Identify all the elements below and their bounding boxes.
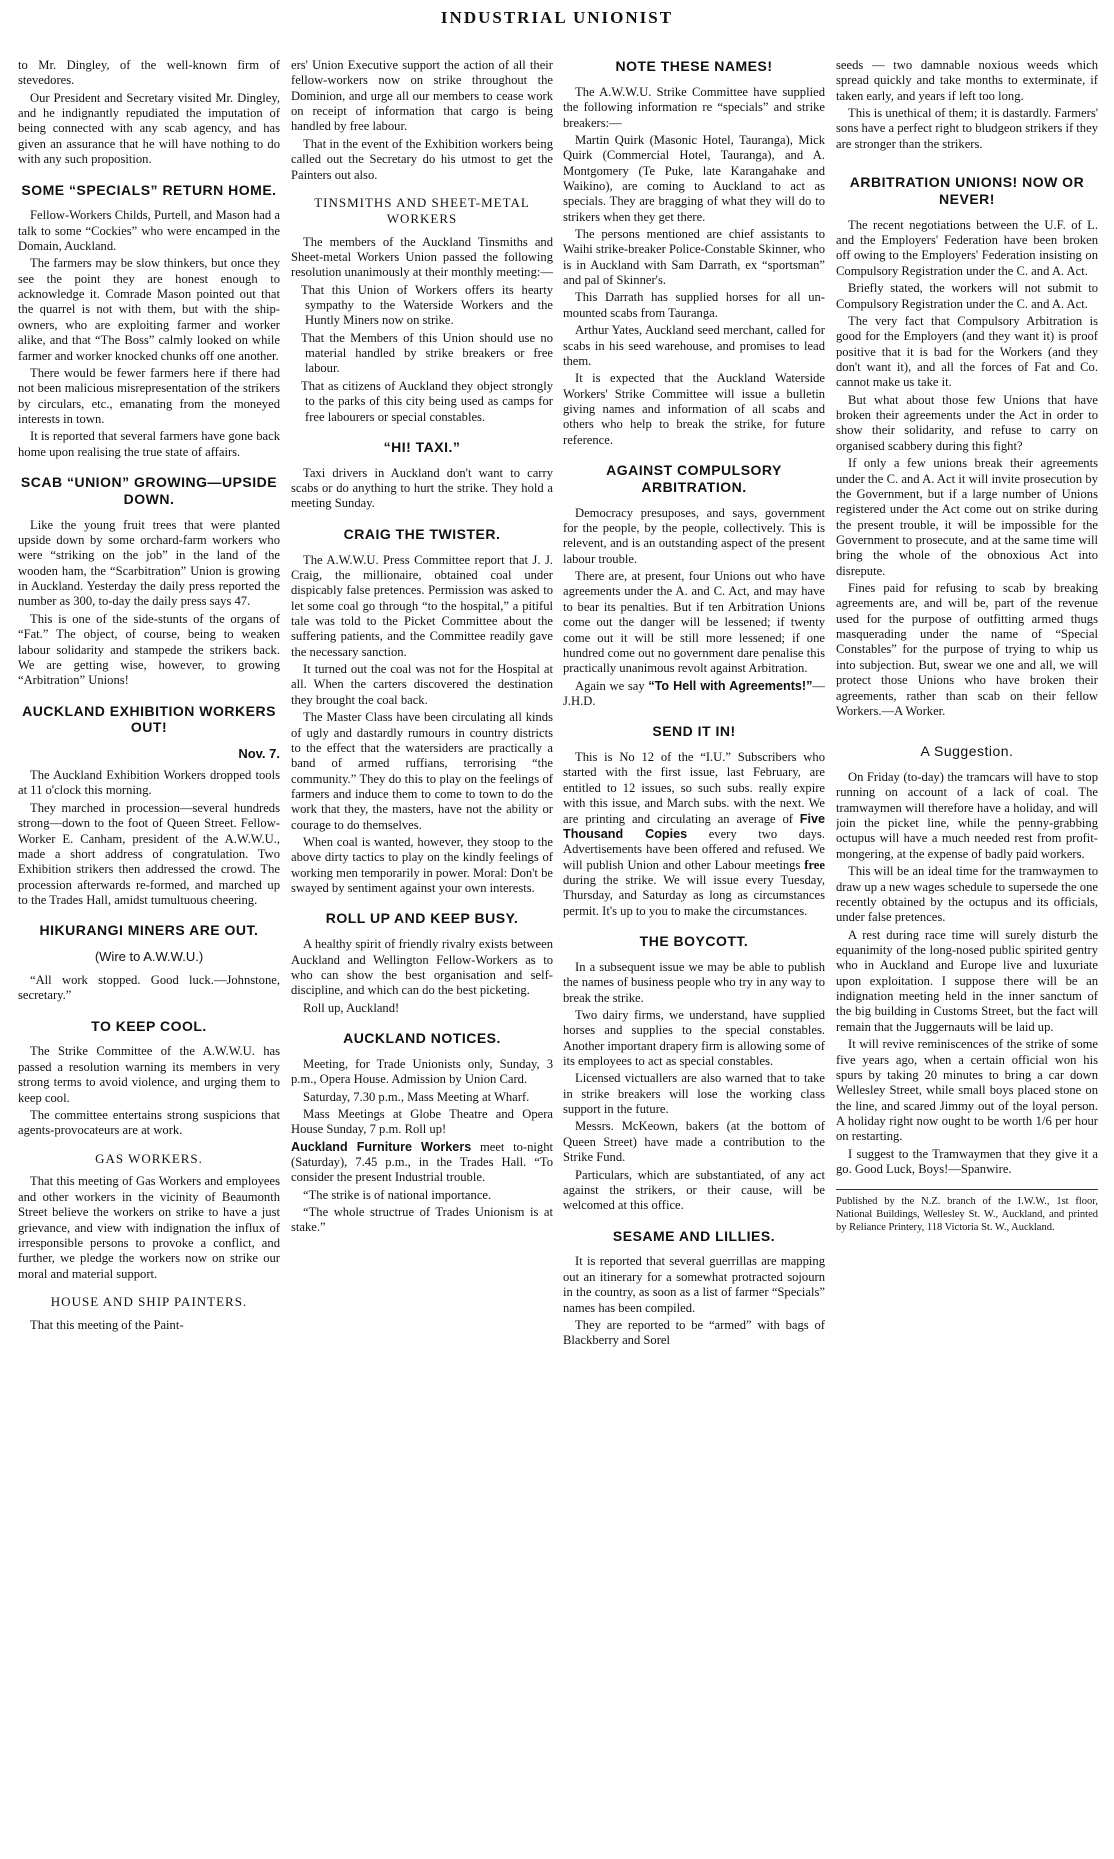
headline-send-it-in: SEND IT IN!: [652, 723, 736, 740]
headline-exhibition: AUCKLAND EXHIBITION WORKERS OUT!: [22, 702, 276, 736]
text: This is No 12 of the “I.U.” Subscribers who started with the first issue, last February, are entitled to 12 issues, so such subs. really expire with this issue, and March subs. with the next. We are printing and circulating an average of: [563, 750, 825, 826]
headline-notices: AUCKLAND NOTICES.: [343, 1030, 501, 1047]
subheading-wire: (Wire to A.W.W.U.): [94, 949, 204, 965]
paragraph: seeds — two damnable noxious weeds which spread quickly and take months to exterminate, if taken early, and years if left too long.: [836, 58, 1098, 103]
paragraph: The A.W.W.U. Press Committee report that J. J. Craig, the millionaire, obtained coal under dispicably false pretences. Permission was asked to let some coal go through “to the hospital,” a pitiful tale was told to the Picket Committee about the suffering patients, and the Committee readily gave the necessary sanction.: [291, 552, 553, 659]
notice-furniture-workers: Auckland Furniture Workers: [291, 1139, 472, 1154]
paragraph: The committee entertains strong suspicions that agents-provocateurs are at work.: [18, 1107, 280, 1138]
text: during the strike. We will issue every Tuesday, Thursday, and Saturday as long as circumstances permit. It's up to you to make the circumstances.: [563, 873, 825, 918]
headline-specials: SOME “SPECIALS” RETURN HOME.: [21, 181, 277, 198]
column-3: [563, 58, 825, 1849]
headline-scab-union: SCAB “UNION” GROWING—UPSIDE DOWN.: [20, 474, 278, 507]
paragraph: They marched in procession—several hundreds strong—down to the foot of Queen Street. Fellow-Worker E. Canham, president of the A.W.W.U., made a short address of congratulation. Two Exhibition strikers then addressed the crowd. The procession afterwards re-formed, and marched up to the Trades Hall, amidst tumultuous cheering.: [18, 800, 280, 907]
paragraph: The Auckland Exhibition Workers dropped tools at 11 o'clock this morning.: [18, 768, 280, 798]
publisher-imprint: Published by the N.Z. branch of the I.W.W., 1st floor, National Buildings, Wellesley St. W., Auckland, and printed by Reliance Printery, 118 Victoria St. W., Auckland.: [836, 1189, 1098, 1234]
column-1: [18, 58, 280, 1849]
paragraph: The members of the Auckland Tinsmiths and Sheet-metal Workers Union passed the following resolution unanimously at their monthly meeting:—: [291, 234, 553, 280]
paragraph: “All work stopped. Good luck.—Johnstone, secretary.”: [18, 972, 280, 1003]
column-4: [836, 58, 1098, 1849]
notice-text: meet to-night (Saturday), 7.45 p.m., in the Trades Hall. “To consider the present Industrial trouble.: [291, 1139, 553, 1185]
slogan: “To Hell with Agreements!”: [648, 678, 813, 693]
headline-hikurangi: HIKURANGI MINERS ARE OUT.: [39, 922, 259, 939]
paragraph: A rest during race time will surely disturb the equanimity of the long-nosed public spirited gentry who in Auckland and Europe live and luxuriate upon exploitation. I suppose there will be an indignation meeting held in the inner sanctum of the big building in Customs Street, but the fact will remain that the Juggernauts will be laid up.: [836, 927, 1098, 1034]
paragraph: That this meeting of Gas Workers and employees and other workers in the vicinity of Beaumonth Street believe the workers on strike to have a just grievance, and view with indignation the influx of irresponsible persons to provoke a conflict, and further, we pledge the workers now on strike our moral and material support.: [18, 1174, 280, 1281]
paragraph: The A.W.W.U. Strike Committee have supplied the following information re “specials” and strike breakers:—: [563, 84, 825, 130]
resolution: That this Union of Workers offers its hearty sympathy to the Waterside Workers and the Huntly Miners now on strike.: [301, 282, 553, 328]
paragraph: When coal is wanted, however, they stoop to the above dirty tactics to play on the kindly feelings of working men temporarily in power. Moral: Don't be swayed by sentiment against your own interests.: [291, 835, 553, 896]
paragraph: That this meeting of the Paint-: [30, 1317, 184, 1332]
masthead: INDUSTRIAL UNIONIST: [440, 8, 674, 27]
paragraph: On Friday (to-day) the tramcars will have to stop running on account of a lack of coal. The tramwaymen will therefore have a holiday, and will join the picket line, while the penny-grabbing octupus will have a much needed rest from profit-mongering, at the expense of badly paid workers.: [836, 770, 1098, 861]
notice: Meeting, for Trade Unionists only, Sunday, 3 p.m., Opera House. Admission by Union Card.: [291, 1056, 553, 1087]
paragraph: Licensed victuallers are also warned that to take in strike breakers will lose the working class support in the future.: [563, 1071, 825, 1117]
headline-sesame: SESAME AND LILLIES.: [612, 1227, 776, 1244]
paragraph: The persons mentioned are chief assistants to Waihi strike-breaker Police-Constable Skinner, who is in Auckland with Sam Darrath, ex “sportsman” and pal of Skinner's.: [563, 227, 825, 288]
quote: “The strike is of national importance.: [303, 1187, 492, 1202]
paragraph: It is reported that several farmers have gone back home upon realising the true state of affairs.: [18, 429, 280, 459]
headline-tinsmiths: TINSMITHS AND SHEET-METAL WORKERS: [314, 194, 530, 226]
paragraph: Like the young fruit trees that were planted upside down by some orchard-farm workers who were “striking on the job” in the land of the wooden ham, the “Scarbitration” Union is growing in Auckland. Yesterday the daily press reported the number as 300, to-day the daily press says 47.: [18, 517, 280, 609]
paragraph: Fines paid for refusing to scab by breaking agreements are, and will be, part of the revenue used for the purpose of outfitting armed thugs masquerading under the name of “Special Constables” for the purpose of trying to whip us into subjection. But, swear we one and all, we will protect those Unions who have broken their agreements, rather than scab on their fellow Workers.—A Worker.: [836, 581, 1098, 718]
paragraph: Taxi drivers in Auckland don't want to carry scabs or do anything to hurt the strike. They hold a meeting Sunday.: [291, 465, 553, 511]
paragraph: Particulars, which are substantiated, of any act against the strikers, or their cause, will be welcomed at this office.: [563, 1167, 825, 1213]
paragraph: It will revive reminiscences of the strike of some five years ago, when a certain official won his spurs by taking 20 minutes to bring a car down Wellesley Street, while small boys placed stone on the line, and scared Jimmy out of the loyal person. A holiday right now ought to be worth 1/6 per hour on restarting.: [836, 1037, 1098, 1144]
paragraph: The very fact that Compulsory Arbitration is good for the Employers (and they want it) is proof positive that it is bad for the Workers (and they don't want it), and all the forces of Fat and Co. cannot make us take it.: [836, 313, 1098, 390]
headline-keep-cool: TO KEEP COOL.: [91, 1017, 207, 1034]
paragraph: [563, 750, 825, 919]
paragraph: Fellow-Workers Childs, Purtell, and Mason had a talk to some “Cockies” who were encamped in the Domain, Auckland.: [18, 208, 280, 254]
paragraph: There are, at present, four Unions out who have agreements under the A. and C. Act, and may have to bear its penalties. But if ten Arbitration Unions come out the danger will be lessened; if twenty come out it will be still more lessened; if one hundred come out no government dare penalise this practically unanimous revolt against Arbitration.: [563, 569, 825, 676]
dateline: Nov. 7.: [238, 746, 280, 762]
paragraph: The farmers may be slow thinkers, but once they see the point they are honest enough to acknowledge it. Comrade Mason pointed out that the quarrel is not with them, but with the ship-owners, who are exploiting farmer and worker alike, and that “The Boss” calmly looked on while farmer and worker knocked chunks off one another.: [18, 256, 280, 363]
paragraph: Martin Quirk (Masonic Hotel, Tauranga), Mick Quirk (Commercial Hotel, Tauranga), and A. Montgomery (Te Puke, late Karangahake and Waikino), are coming to Auckland to act as specials. They are bragging of what they will do to strikers when they get there.: [563, 132, 825, 224]
paragraph: It is reported that several guerrillas are mapping out an itinerary for a somewhat protracted sojourn in the country, as soon as a list of farmer “Specials” names has been compiled.: [563, 1254, 825, 1315]
paragraph: Briefly stated, the workers will not submit to Compulsory Registration under the C. and A. Act.: [836, 281, 1098, 311]
paragraph: Two dairy firms, we understand, have supplied horses and supplies to the special constables. Another important drapery firm is allowing some of its employees to act as special constables.: [563, 1007, 825, 1069]
headline-suggestion: A Suggestion.: [920, 743, 1014, 760]
paragraph: This is unethical of them; it is dastardly. Farmers' sons have a perfect right to bludgeon strikers if they are stronger than the strikers.: [836, 106, 1098, 151]
paragraph: That in the event of the Exhibition workers being called out the Secretary do his utmost to get the Painters out also.: [291, 136, 553, 182]
paragraph: Our President and Secretary visited Mr. Dingley, and he indignantly repudiated the imputation of being connected with any scab agency, and has given an assurance that he will have nothing to do with any such proposition.: [18, 90, 280, 167]
headline-painters: HOUSE AND SHIP PAINTERS.: [50, 1294, 248, 1309]
headline-boycott: THE BOYCOTT.: [639, 933, 749, 950]
headline-roll-up: ROLL UP AND KEEP BUSY.: [325, 910, 519, 927]
paragraph: ers' Union Executive support the action of all their fellow-workers now on strike throughout the Dominion, and urge all our members to cease work on receipt of information that cargo is being handled by free labour.: [291, 58, 553, 134]
paragraph: The Strike Committee of the A.W.W.U. has passed a resolution warning its members in very strong terms to avoid violence, and urging them to keep cool.: [18, 1044, 280, 1105]
signature: —J.H.D.: [563, 678, 825, 708]
free-label: free: [804, 857, 825, 872]
paragraph: The recent negotiations between the U.F. of L. and the Employers' Federation have been broken off owing to the Employers' Federation insisting on Compulsory Registration under the C. and A. Act.: [836, 217, 1098, 278]
resolution: That the Members of this Union should use no material handled by strike breakers or free labour.: [301, 330, 553, 376]
paragraph: to Mr. Dingley, of the well-known firm of stevedores.: [18, 58, 280, 88]
notice: Mass Meetings at Globe Theatre and Opera House Sunday, 7 p.m. Roll up!: [291, 1106, 553, 1137]
headline-compulsory-arbitration: AGAINST COMPULSORY ARBITRATION.: [606, 462, 782, 495]
headline-taxi: “HI! TAXI.”: [383, 438, 461, 455]
paragraph: Democracy presuposes, and says, government for the people, by the people, collectively. This is relevent, and is an outstanding aspect of the present labour trouble.: [563, 505, 825, 566]
paragraph: Messrs. McKeown, bakers (at the bottom of Queen Street) have made a contribution to the Strike Fund.: [563, 1119, 825, 1165]
paragraph: Roll up, Auckland!: [303, 1000, 400, 1015]
text: Again we say: [575, 678, 649, 693]
paragraph: If only a few unions break their agreements under the C. and A. Act it will invite prosecution by the Government, but if a large number of Unions registered under the Act come out on strike during the present trouble, it will be impossible for the Government to prosecute, and at the same time will bring the whole of the obnoxious Act into disrepute.: [836, 456, 1098, 578]
paragraph: This Darrath has supplied horses for all un-mounted scabs from Tauranga.: [563, 290, 825, 320]
headline-note-names: NOTE THESE NAMES!: [615, 58, 773, 74]
paragraph: They are reported to be “armed” with bags of Blackberry and Sorel: [563, 1317, 825, 1348]
column-2: [291, 58, 553, 1849]
paragraph: A healthy spirit of friendly rivalry exists between Auckland and Wellington Fellow-Workers as to who can show the best organisation and self-discipline, and which can do the best picketing.: [291, 937, 553, 998]
resolution: That as citizens of Auckland they object strongly to the parks of this city being used as camps for free labourers or special constables.: [301, 378, 553, 424]
paragraph: There would be fewer farmers here if there had not been malicious misrepresentation of the strikers by circulars, etc., emanating from the moneyed interests in town.: [18, 365, 280, 426]
headline-gas-workers: GAS WORKERS.: [95, 1150, 203, 1166]
paragraph: Arthur Yates, Auckland seed merchant, called for scabs in his seed warehouse, and promises to lead them.: [563, 323, 825, 368]
notice: [291, 1140, 553, 1186]
paragraph: It turned out the coal was not for the Hospital at all. When the carters discovered the destination they brought the coal back.: [291, 662, 553, 707]
notice: Saturday, 7.30 p.m., Mass Meeting at Wharf.: [303, 1089, 530, 1104]
paragraph: This is one of the side-stunts of the organs of “Fat.” The object, of course, being to weaken labour solidarity and stampede the strikers back. We are getting wise, however, to growing “Arbitration” Unions!: [18, 611, 280, 688]
circulation-figure: Five Thousand Copies: [563, 811, 825, 841]
paragraph: The Master Class have been circulating all kinds of ugly and dastardly rumours in country districts to the effect that the watersiders are practically a band of armed ruffians, terrorising “the community.” They do this to play on the feelings of farmers and induce them to come to town to do the work that they, the masters, have not the ability or courage to do themselves.: [291, 710, 553, 832]
paragraph: I suggest to the Tramwaymen that they give it a go. Good Luck, Boys!—Spanwire.: [836, 1146, 1098, 1177]
paragraph: In a subsequent issue we may be able to publish the names of business people who try in any way to break the strike.: [563, 959, 825, 1005]
text: every two days. Advertisements have been offered and refused. We will publish Union and other Labour meetings: [563, 826, 825, 872]
paragraph: [563, 679, 825, 710]
paragraph: It is expected that the Auckland Waterside Workers' Strike Committee will issue a bulletin giving names and information of all scabs and others who help to break the strike, for future reference.: [563, 371, 825, 447]
quote: “The whole structrue of Trades Unionism is at stake.”: [291, 1205, 553, 1235]
paragraph: This will be an ideal time for the tramwaymen to draw up a new wages schedule to supersede the one recently obtained by the octupus and its officials, under false pretences.: [836, 864, 1098, 925]
paragraph: But what about those few Unions that have broken their agreements under the Act in order to show their solidarity, and refuse to carry on organised scabbery during this fight?: [836, 392, 1098, 453]
headline-arbitration-unions: ARBITRATION UNIONS! NOW OR NEVER!: [849, 174, 1085, 207]
headline-craig: CRAIG THE TWISTER.: [343, 525, 501, 542]
